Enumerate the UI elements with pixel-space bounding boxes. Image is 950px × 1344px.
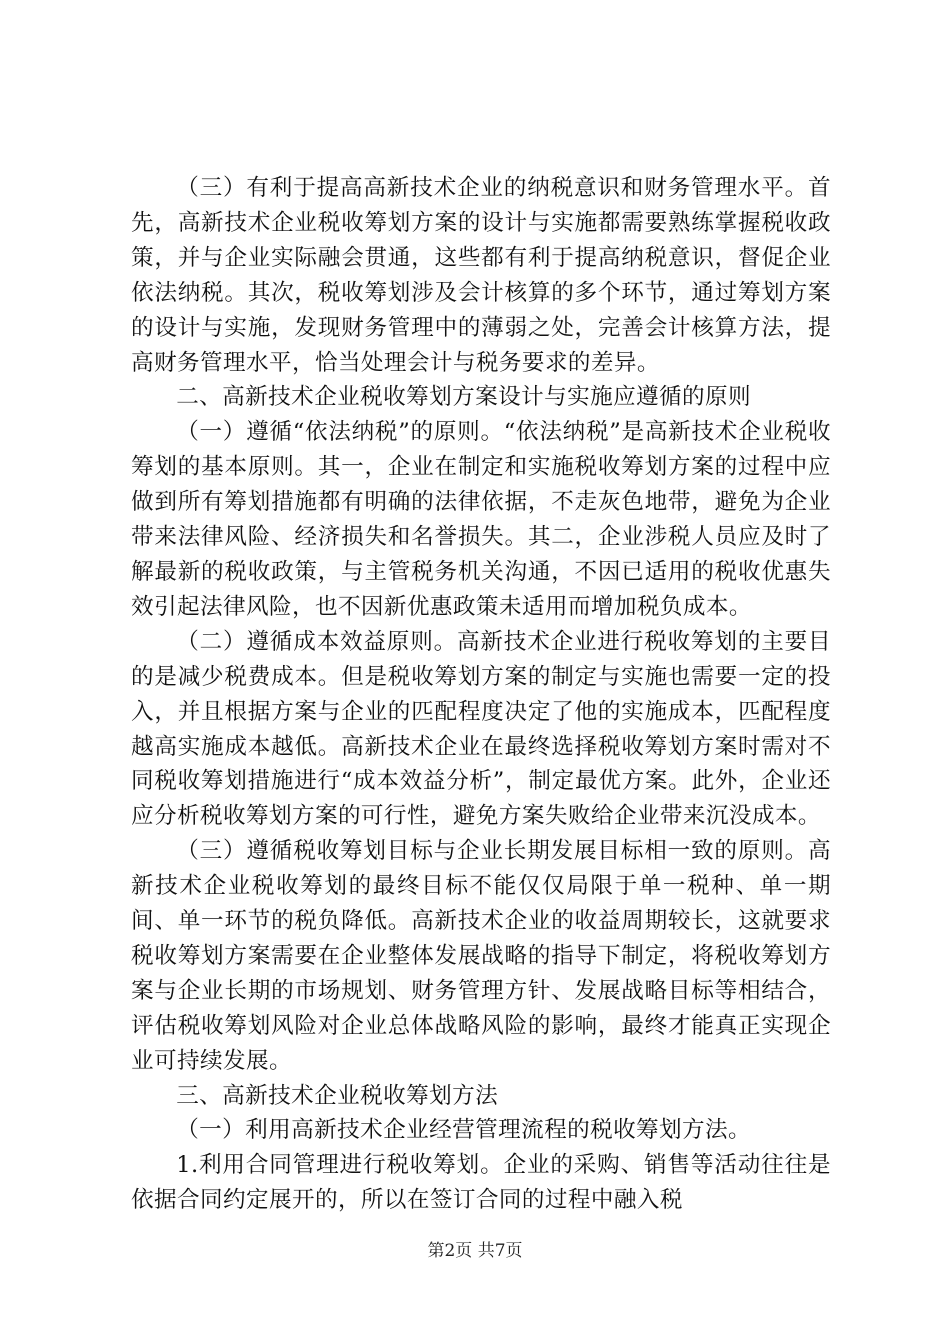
section-heading-methods: 三、高新技术企业税收筹划方法 <box>176 1082 499 1109</box>
page-footer <box>0 1240 950 1262</box>
paragraph-contract-management: 1.利用合同管理进行税收筹划。企业的采购、销售等活动往往是依据合同约定展开的，所以在签订合同的过程中融入税 <box>131 1152 831 1214</box>
document-body <box>131 171 831 1218</box>
section-heading-principles: 二、高新技术企业税收筹划方案设计与实施应遵循的原则 <box>176 384 752 411</box>
subheading-method-1: （一）利用高新技术企业经营管理流程的税收筹划方法。 <box>176 1117 752 1144</box>
paragraph-principle-3: （三）遵循税收筹划目标与企业长期发展目标相一致的原则。高新技术企业税收筹划的最终目标不能仅仅局限于单一税种、单一期间、单一环节的税负降低。高新技术企业的收益周期较长，这就要求税收筹划方案需要在企业整体发展战略的指导下制定，将税收筹划方案与企业长期的市场规划、财务管理方针、发展战略目标等相结合，评估税收筹划风险对企业总体战略风险的影响，最终才能真正实现企业可持续发展。 <box>131 838 831 1074</box>
paragraph-principle-1: （一）遵循“依法纳税”的原则。“依法纳税”是高新技术企业税收筹划的基本原则。其一，企业在制定和实施税收筹划方案的过程中应做到所有筹划措施都有明确的法律依据，不走灰色地带，避免为企业带来法律风险、经济损失和名誉损失。其二，企业涉税人员应及时了解最新的税收政策，与主管税务机关沟通，不因已适用的税收优惠失效引起法律风险，也不因新优惠政策未适用而增加税负成本。 <box>131 419 831 620</box>
paragraph-advantage-3: （三）有利于提高高新技术企业的纳税意识和财务管理水平。首先，高新技术企业税收筹划方案的设计与实施都需要熟练掌握税收政策，并与企业实际融会贯通，这些都有利于提高纳税意识，督促企业依法纳税。其次，税收筹划涉及会计核算的多个环节，通过筹划方案的设计与实施，发现财务管理中的薄弱之处，完善会计核算方法，提高财务管理水平，恰当处理会计与税务要求的差异。 <box>131 175 831 376</box>
paragraph-principle-2: （二）遵循成本效益原则。高新技术企业进行税收筹划的主要目的是减少税费成本。但是税收筹划方案的制定与实施也需要一定的投入，并且根据方案与企业的匹配程度决定了他的实施成本，匹配程度越高实施成本越低。高新技术企业在最终选择税收筹划方案时需对不同税收筹划措施进行“成本效益分析”，制定最优方案。此外，企业还应分析税收筹划方案的可行性，避免方案失败给企业带来沉没成本。 <box>131 628 831 830</box>
page-number-label: 第2页 共7页 <box>427 1241 523 1261</box>
